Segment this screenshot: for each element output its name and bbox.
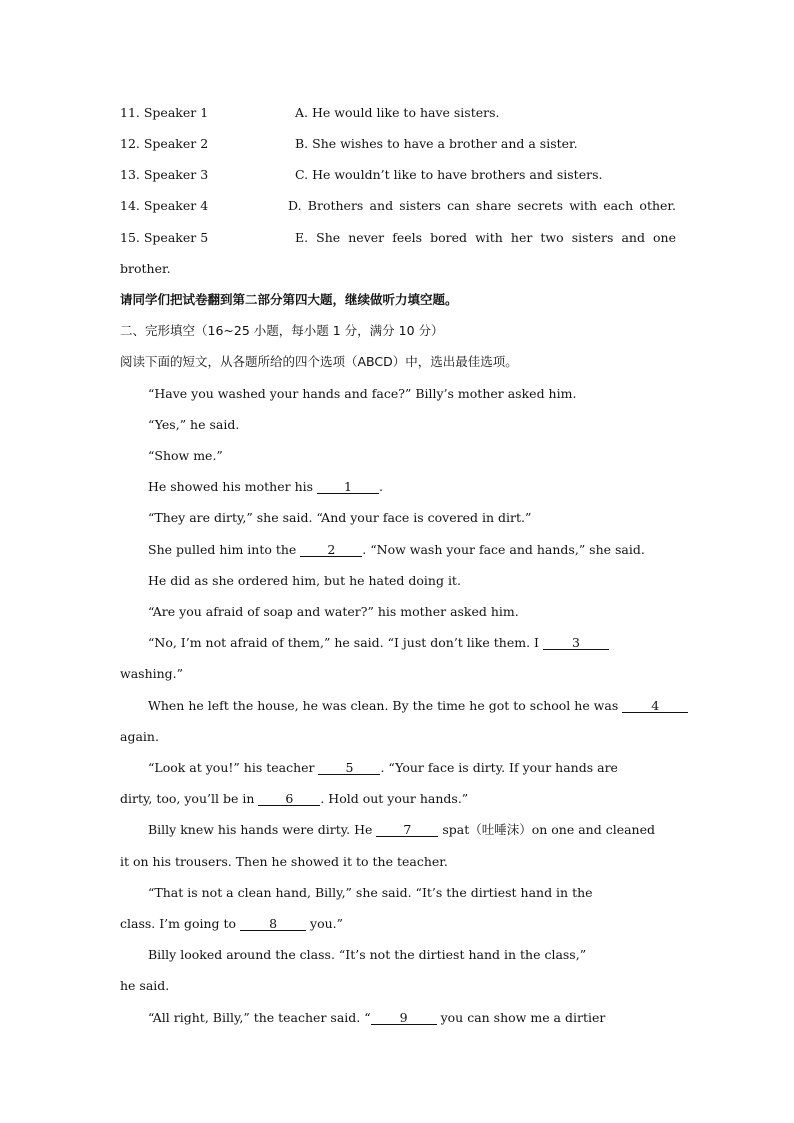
speaker-label: 11. Speaker 1	[120, 105, 209, 120]
speaker-label: 13. Speaker 3	[120, 167, 209, 182]
speaker-option: B. She wishes to have a brother and a sister.	[295, 136, 578, 151]
passage-line: “Have you washed your hands and face?” Billy’s mother asked him.	[148, 386, 577, 401]
speaker-option: C. He wouldn’t like to have brothers and sisters.	[295, 167, 603, 182]
speaker-label: 15. Speaker 5	[120, 230, 209, 245]
passage-line	[148, 635, 676, 651]
speaker-option: A. He would like to have sisters.	[295, 105, 500, 120]
speaker-option: E. She never feels bored with her two sisters and one	[295, 230, 676, 245]
section-instruction: 阅读下面的短文，从各题所给的四个选项（ABCD）中，选出最佳选项。	[120, 354, 518, 369]
text: spat（吐唾沫）on one and cleaned	[438, 822, 655, 837]
passage-line	[120, 791, 676, 807]
blank-7[interactable]: 7	[376, 823, 438, 837]
text: He showed his mother his	[148, 479, 318, 494]
text: . “Now wash your face and hands,” she said.	[362, 542, 645, 557]
passage-line: washing.”	[120, 666, 184, 681]
passage-line	[148, 479, 676, 495]
passage-line: it on his trousers. Then he showed it to the teacher.	[120, 854, 448, 869]
blank-4[interactable]: 4	[622, 699, 688, 713]
text: . Hold out your hands.”	[320, 791, 469, 806]
passage-line: “They are dirty,” she said. “And your face is covered in dirt.”	[148, 510, 532, 525]
text: .	[379, 479, 383, 494]
text: “No, I’m not afraid of them,” he said. “I just don’t like them. I	[148, 635, 543, 650]
passage-line	[148, 542, 676, 558]
blank-2[interactable]: 2	[300, 543, 362, 557]
passage-line: “Show me.”	[148, 448, 223, 463]
section-title: 二、完形填空（16~25 小题，每小题 1 分，满分 10 分）	[120, 323, 444, 338]
blank-3[interactable]: 3	[543, 636, 609, 650]
speaker-option-continuation: brother.	[120, 261, 171, 276]
passage-line	[120, 916, 676, 932]
listening-instruction: 请同学们把试卷翻到第二部分第四大题，继续做听力填空题。	[120, 292, 458, 307]
blank-8[interactable]: 8	[240, 917, 306, 931]
passage-line: “Are you afraid of soap and water?” his mother asked him.	[148, 604, 519, 619]
passage-line: “Yes,” he said.	[148, 417, 240, 432]
text: . “Your face is dirty. If your hands are	[380, 760, 618, 775]
text: class. I’m going to	[120, 916, 241, 931]
blank-1[interactable]: 1	[317, 480, 379, 494]
text: you can show me a dirtier	[436, 1010, 606, 1025]
text: dirty, too, you’ll be in	[120, 791, 259, 806]
text: Billy knew his hands were dirty. He	[148, 822, 377, 837]
passage-line: He did as she ordered him, but he hated doing it.	[148, 573, 461, 588]
passage-line: Billy looked around the class. “It’s not the dirtiest hand in the class,”	[148, 947, 587, 962]
blank-5[interactable]: 5	[318, 761, 380, 775]
speaker-label: 12. Speaker 2	[120, 136, 209, 151]
passage-line	[148, 698, 676, 714]
passage-line: again.	[120, 729, 159, 744]
text: “Look at you!” his teacher	[148, 760, 319, 775]
text: you.”	[306, 916, 344, 931]
passage-line	[148, 1010, 676, 1026]
text: She pulled him into the	[148, 542, 301, 557]
blank-9[interactable]: 9	[371, 1011, 437, 1025]
passage-line	[148, 822, 676, 838]
blank-6[interactable]: 6	[258, 792, 320, 806]
text: “All right, Billy,” the teacher said. “	[148, 1010, 371, 1025]
speaker-option: D. Brothers and sisters can share secrets with each other.	[288, 198, 676, 213]
text: When he left the house, he was clean. By the time he got to school he was	[148, 698, 623, 713]
passage-line: he said.	[120, 978, 170, 993]
passage-line	[148, 760, 676, 776]
speaker-label: 14. Speaker 4	[120, 198, 209, 213]
passage-line: “That is not a clean hand, Billy,” she said. “It’s the dirtiest hand in the	[148, 885, 593, 900]
